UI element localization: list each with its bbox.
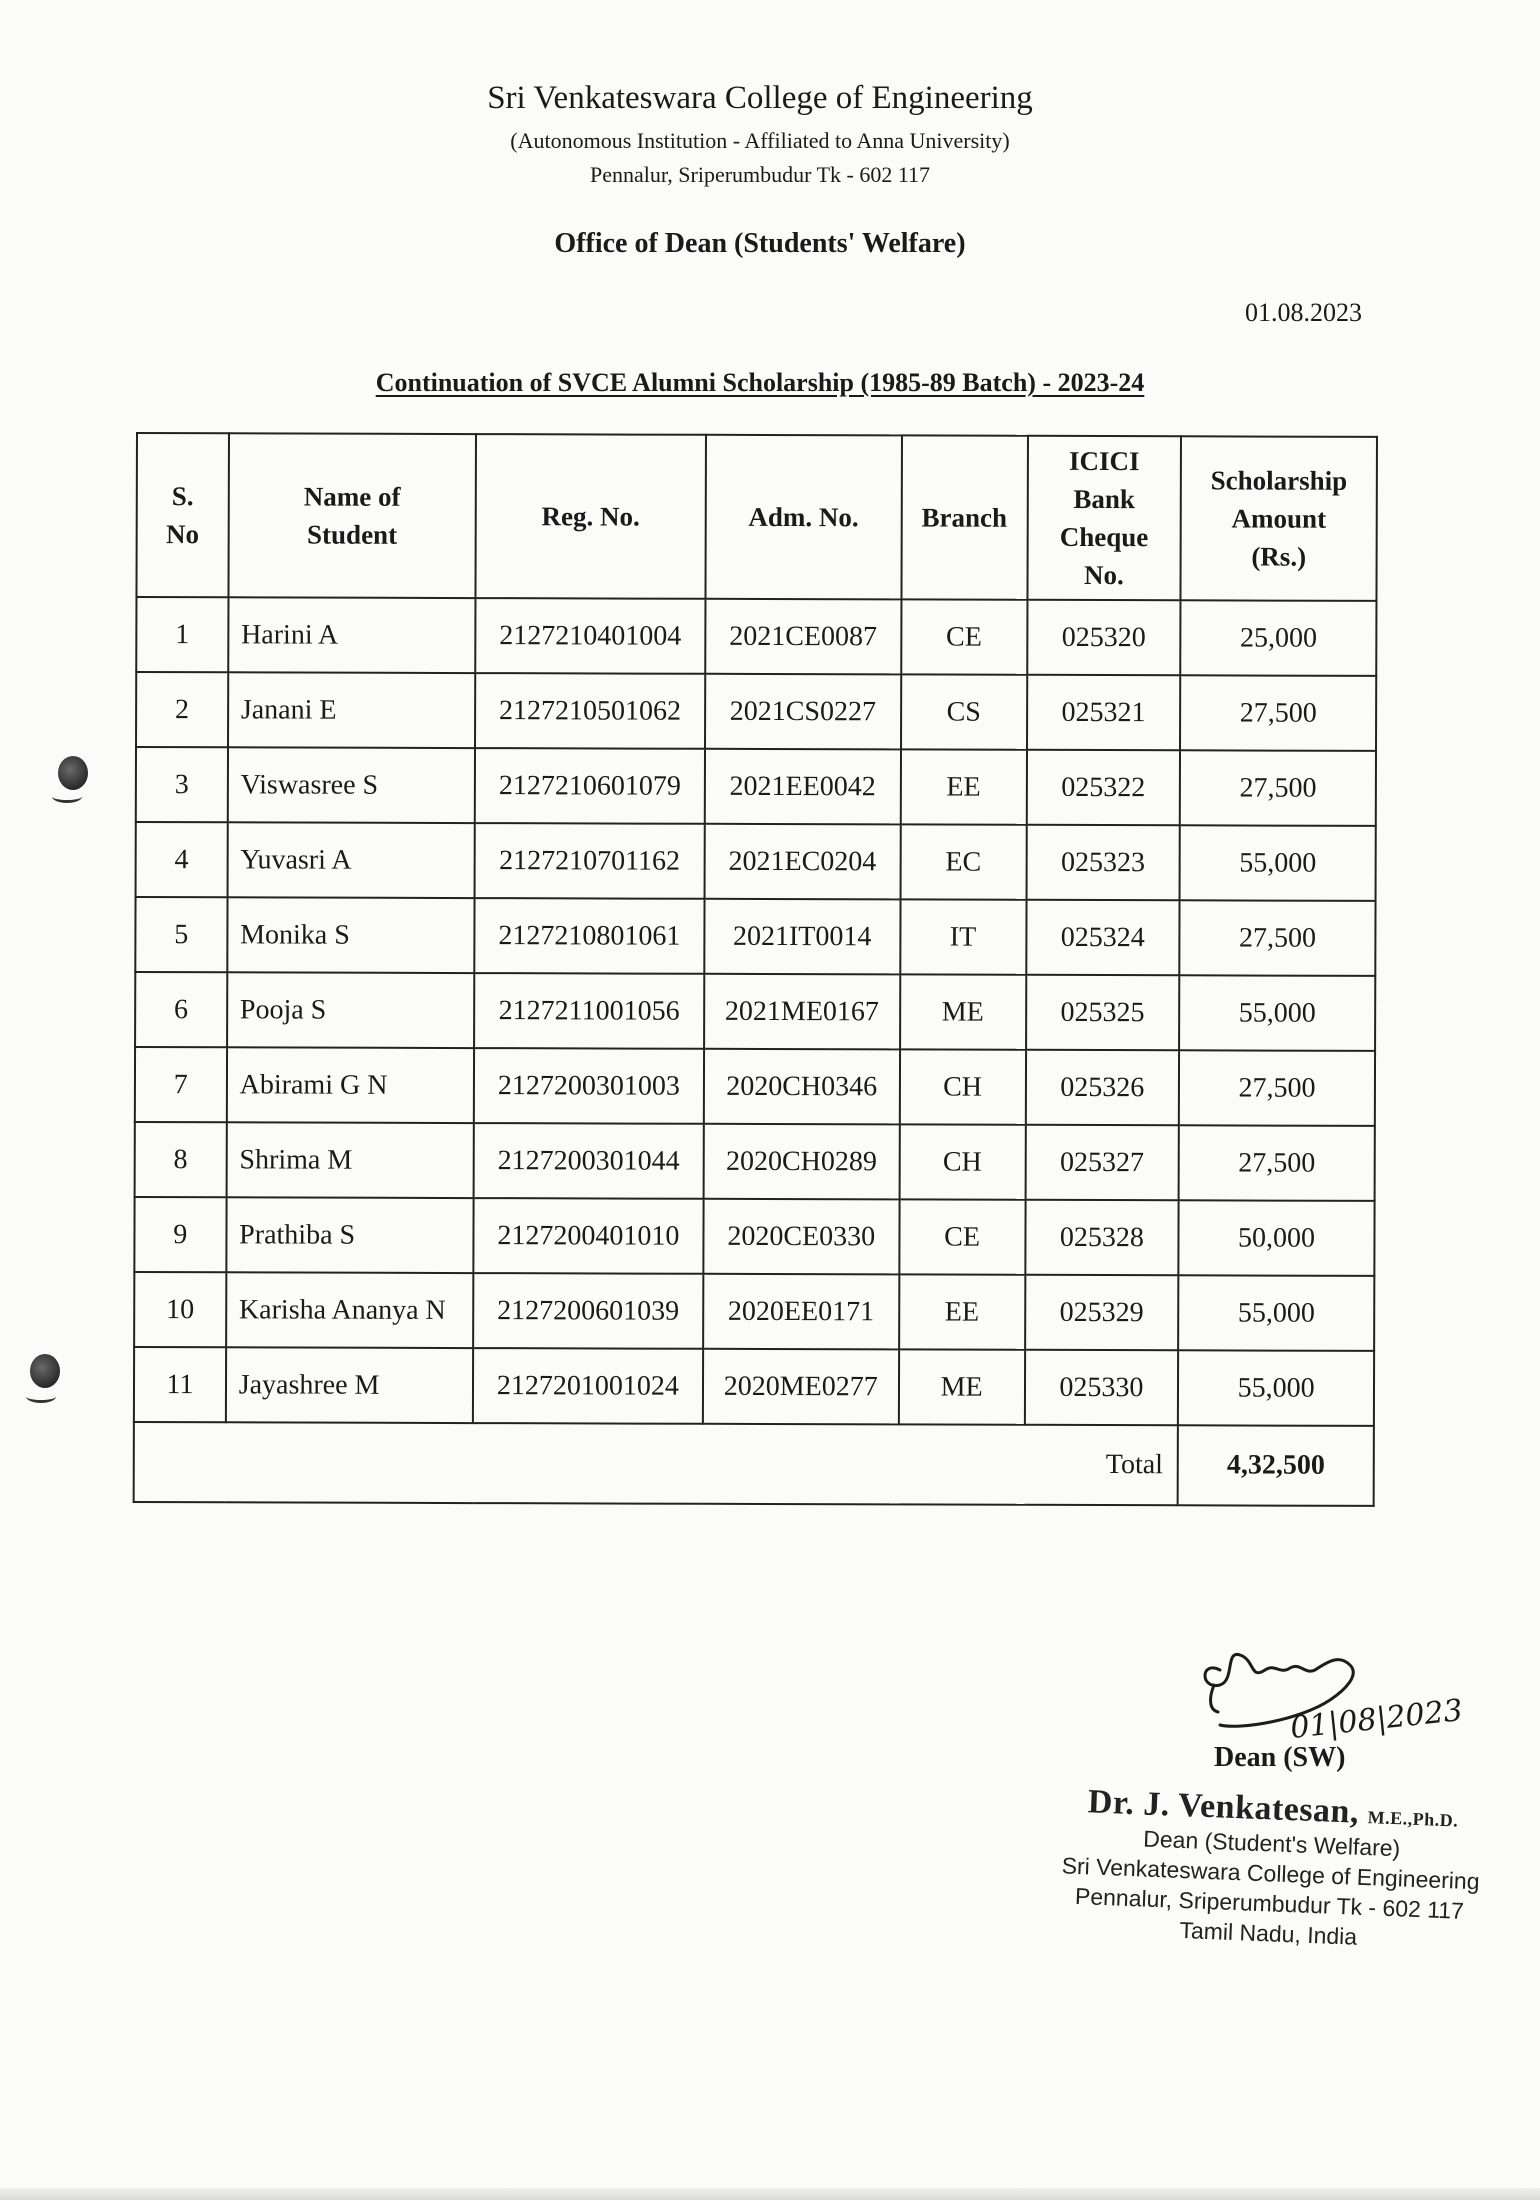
header-name: Name of Student [228, 433, 476, 598]
table-row [135, 897, 1375, 976]
scan-bottom-edge [0, 2188, 1540, 2200]
cell-cheque-no: 025321 [1027, 675, 1181, 750]
cell-adm-no: 2020CH0346 [704, 1049, 900, 1125]
table-row [136, 822, 1376, 901]
cell-reg-no: 2127210601079 [475, 748, 705, 824]
cell-reg-no: 2127200301044 [474, 1123, 704, 1199]
stamp-line-3: Pennalur, Sriperumbudur Tk - 602 117 [1074, 1882, 1465, 1924]
cell-adm-no: 2021EE0042 [705, 749, 901, 825]
cell-sno: 3 [136, 747, 228, 822]
cell-amount: 55,000 [1178, 1350, 1374, 1426]
signatory-designation: Dean (SW) [1214, 1742, 1346, 1773]
cell-sno: 6 [135, 972, 227, 1047]
table-row [135, 1122, 1375, 1201]
cell-amount: 25,000 [1180, 600, 1376, 676]
cell-cheque-no: 025326 [1025, 1050, 1179, 1125]
cell-adm-no: 2021CS0227 [705, 674, 901, 750]
cell-amount: 55,000 [1178, 1275, 1374, 1351]
header-reg-no: Reg. No. [476, 434, 706, 599]
stamp-line-4: Tamil Nadu, India [1179, 1916, 1358, 1950]
affiliation-line: (Autonomous Institution - Affiliated to Anna University) [510, 128, 1010, 153]
address-line: Pennalur, Sriperumbudur Tk - 602 117 [589, 162, 931, 187]
cell-amount: 27,500 [1179, 1050, 1375, 1126]
table-header-row [136, 433, 1377, 601]
cell-reg-no: 2127210701162 [475, 823, 705, 899]
cell-adm-no: 2021CE0087 [705, 599, 901, 675]
cell-sno: 11 [134, 1347, 226, 1422]
cell-cheque-no: 025329 [1025, 1275, 1179, 1350]
stamp-qualification: M.E.,Ph.D. [1367, 1807, 1459, 1831]
cell-sno: 10 [134, 1272, 226, 1347]
cell-branch: CH [899, 1124, 1025, 1199]
cell-branch: CH [900, 1049, 1026, 1124]
cell-sno: 1 [136, 597, 228, 672]
cell-adm-no: 2020ME0277 [703, 1349, 899, 1425]
header-amount: Scholarship Amount (Rs.) [1181, 436, 1377, 601]
cell-student-name: Jayashree M [226, 1347, 474, 1423]
cell-branch: EE [899, 1274, 1025, 1349]
punch-hole [58, 756, 88, 790]
cell-reg-no: 2127200301003 [474, 1048, 704, 1124]
cell-amount: 27,500 [1179, 1125, 1375, 1201]
punch-hole-shadow [52, 790, 82, 803]
cell-cheque-no: 025324 [1026, 900, 1180, 975]
cell-student-name: Yuvasri A [227, 822, 475, 898]
total-label: Total [134, 1422, 1178, 1505]
cell-adm-no: 2021ME0167 [704, 974, 900, 1050]
cell-student-name: Shrima M [226, 1122, 474, 1198]
cell-student-name: Abirami G N [227, 1047, 475, 1123]
cell-sno: 4 [136, 822, 228, 897]
office-heading: Office of Dean (Students' Welfare) [554, 228, 966, 259]
cell-cheque-no: 025328 [1025, 1200, 1179, 1275]
cell-amount: 50,000 [1179, 1200, 1375, 1276]
table-row [136, 597, 1376, 676]
cell-amount: 55,000 [1180, 825, 1376, 901]
cell-amount: 27,500 [1180, 900, 1376, 976]
cell-student-name: Monika S [227, 897, 475, 973]
header-branch: Branch [901, 435, 1027, 599]
cell-adm-no: 2020EE0171 [703, 1274, 899, 1350]
cell-cheque-no: 025325 [1026, 975, 1180, 1050]
cell-adm-no: 2020CE0330 [703, 1199, 899, 1275]
title-text: Continuation of SVCE Alumni Scholarship (1985-89 Batch) - 2023-24 [375, 368, 1145, 397]
cell-reg-no: 2127210401004 [475, 598, 705, 674]
cell-branch: EC [900, 824, 1026, 899]
cell-student-name: Prathiba S [226, 1197, 474, 1273]
total-row [134, 1422, 1374, 1506]
cell-adm-no: 2021IT0014 [704, 899, 900, 975]
cell-amount: 27,500 [1180, 675, 1376, 751]
cell-student-name: Pooja S [227, 972, 475, 1048]
cell-cheque-no: 025322 [1026, 750, 1180, 825]
table-row [134, 1197, 1374, 1276]
stamp-line-1: Dean (Student's Welfare) [1142, 1825, 1401, 1862]
cell-reg-no: 2127200401010 [473, 1198, 703, 1274]
cell-sno: 9 [134, 1197, 226, 1272]
cell-branch: EE [900, 749, 1026, 824]
cell-cheque-no: 025330 [1024, 1350, 1178, 1425]
cell-sno: 7 [135, 1047, 227, 1122]
stamp-line-2: Sri Venkateswara College of Engineering [1061, 1852, 1481, 1895]
table-row [134, 1272, 1374, 1351]
signature-block [1040, 1630, 1500, 1970]
cell-reg-no: 2127200601039 [473, 1273, 703, 1349]
document-date: 01.08.2023 [1245, 298, 1362, 327]
scholarship-table [133, 432, 1378, 1507]
cell-sno: 5 [135, 897, 227, 972]
cell-student-name: Karisha Ananya N [226, 1272, 474, 1348]
cell-branch: IT [900, 899, 1026, 974]
cell-cheque-no: 025320 [1027, 600, 1181, 675]
punch-hole-shadow [26, 1390, 56, 1403]
cell-reg-no: 2127201001024 [473, 1348, 703, 1424]
table-row [136, 672, 1376, 751]
college-name: Sri Venkateswara College of Engineering [487, 80, 1033, 116]
punch-hole [30, 1354, 60, 1388]
table-body [134, 597, 1377, 1426]
header-adm-no: Adm. No. [705, 435, 901, 600]
cell-student-name: Harini A [228, 597, 476, 673]
table-row [135, 972, 1375, 1051]
table-row [134, 1347, 1374, 1426]
cell-branch: CS [901, 674, 1027, 749]
cell-cheque-no: 025323 [1026, 825, 1180, 900]
total-value: 4,32,500 [1178, 1425, 1374, 1506]
cell-branch: CE [901, 599, 1027, 674]
table-row [136, 747, 1376, 826]
table-row [135, 1047, 1375, 1126]
cell-branch: CE [899, 1199, 1025, 1274]
cell-reg-no: 2127210801061 [474, 898, 704, 974]
document-title [0, 368, 1520, 398]
official-stamp [1048, 1782, 1494, 1957]
cell-reg-no: 2127211001056 [474, 973, 704, 1049]
cell-branch: ME [900, 974, 1026, 1049]
header-cheque-no: ICICI Bank Cheque No. [1027, 436, 1181, 600]
cell-amount: 55,000 [1179, 975, 1375, 1051]
cell-student-name: Viswasree S [228, 747, 476, 823]
cell-adm-no: 2021EC0204 [704, 824, 900, 900]
cell-sno: 2 [136, 672, 228, 747]
stamp-name: Dr. J. Venkatesan, [1087, 1783, 1360, 1831]
cell-branch: ME [899, 1349, 1025, 1424]
cell-adm-no: 2020CH0289 [703, 1124, 899, 1200]
handwritten-date: 01|08|2023 [1288, 1693, 1465, 1746]
cell-student-name: Janani E [228, 672, 476, 748]
header-sno: S. No [136, 433, 228, 597]
cell-amount: 27,500 [1180, 750, 1376, 826]
cell-reg-no: 2127210501062 [475, 673, 705, 749]
cell-sno: 8 [135, 1122, 227, 1197]
cell-cheque-no: 025327 [1025, 1125, 1179, 1200]
